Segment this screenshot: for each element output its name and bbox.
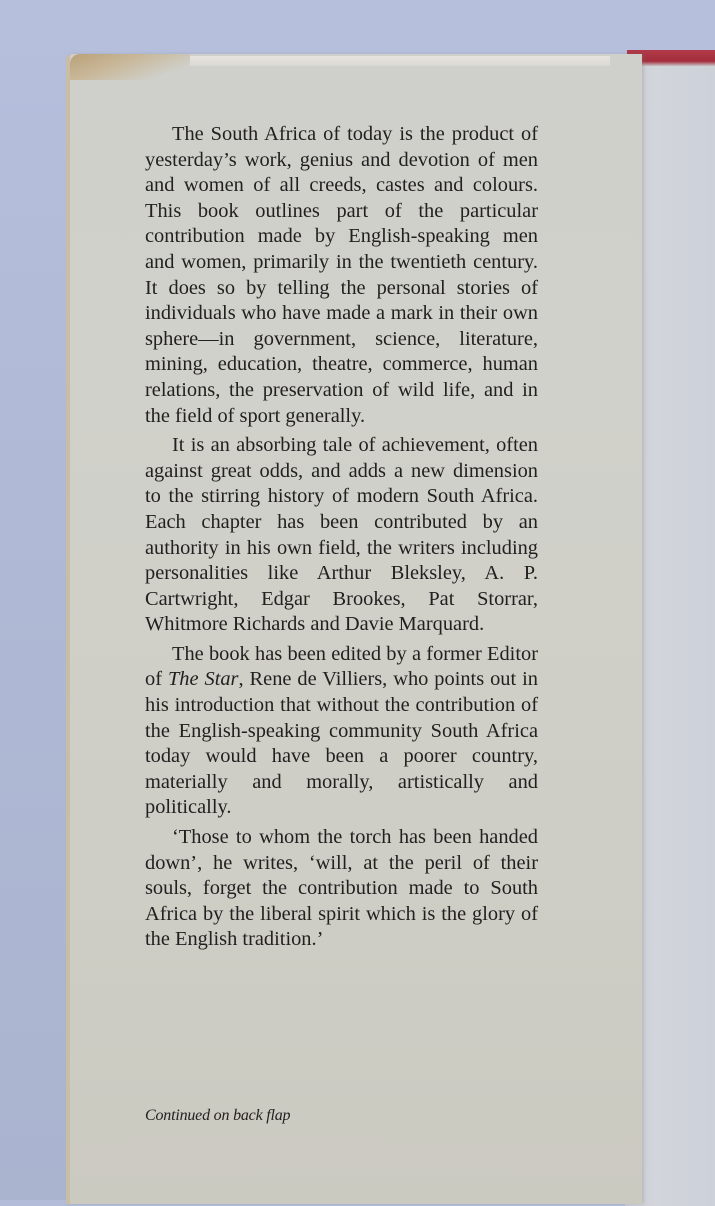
newspaper-title: The Star	[167, 668, 239, 691]
blurb-text	[145, 122, 538, 953]
paragraph-editor	[145, 642, 538, 821]
continued-note: Continued on back flap	[145, 1107, 291, 1124]
flap-top-edge	[190, 56, 610, 66]
editor-text-after: , Rene de Villiers, who points out in his introduction that without the contribution of the English-speaking community South Africa today would have been a poorer country, materially and morally, artistically and politically.	[145, 668, 538, 819]
paragraph-quote: ‘Those to whom the torch has been handed down’, he writes, ‘will, at the peril of their souls, forget the contribution made to South Africa by the liberal spirit which is the glory of the English tradition.’	[145, 826, 538, 951]
paragraph-intro: The South Africa of today is the product of yesterday’s work, genius and devotion of men and women of all creeds, castes and colours. This book outlines part of the particular contribution made by English-speaking men and women, primarily in the twentieth century. It does so by telling the personal stories of individuals who have made a mark in their own sphere—in government, science, literature, mining, education, theatre, commerce, human relations, the preservation of wild life, and in the field of sport generally.	[145, 123, 538, 427]
worn-corner	[70, 54, 190, 80]
paragraph-contributors: It is an absorbing tale of achievement, often against great odds, and adds a new dimension to the stirring history of modern South Africa. Each chapter has been contributed by an authority in his own field, the writers including personalities like Arthur Bleksley, A. P. Cartwright, Edgar Brookes, Pat Storrar, Whitmore Richards and Davie Marquard.	[145, 434, 538, 636]
editor-text-before: The book has been edited by a former Editor of	[145, 642, 538, 691]
